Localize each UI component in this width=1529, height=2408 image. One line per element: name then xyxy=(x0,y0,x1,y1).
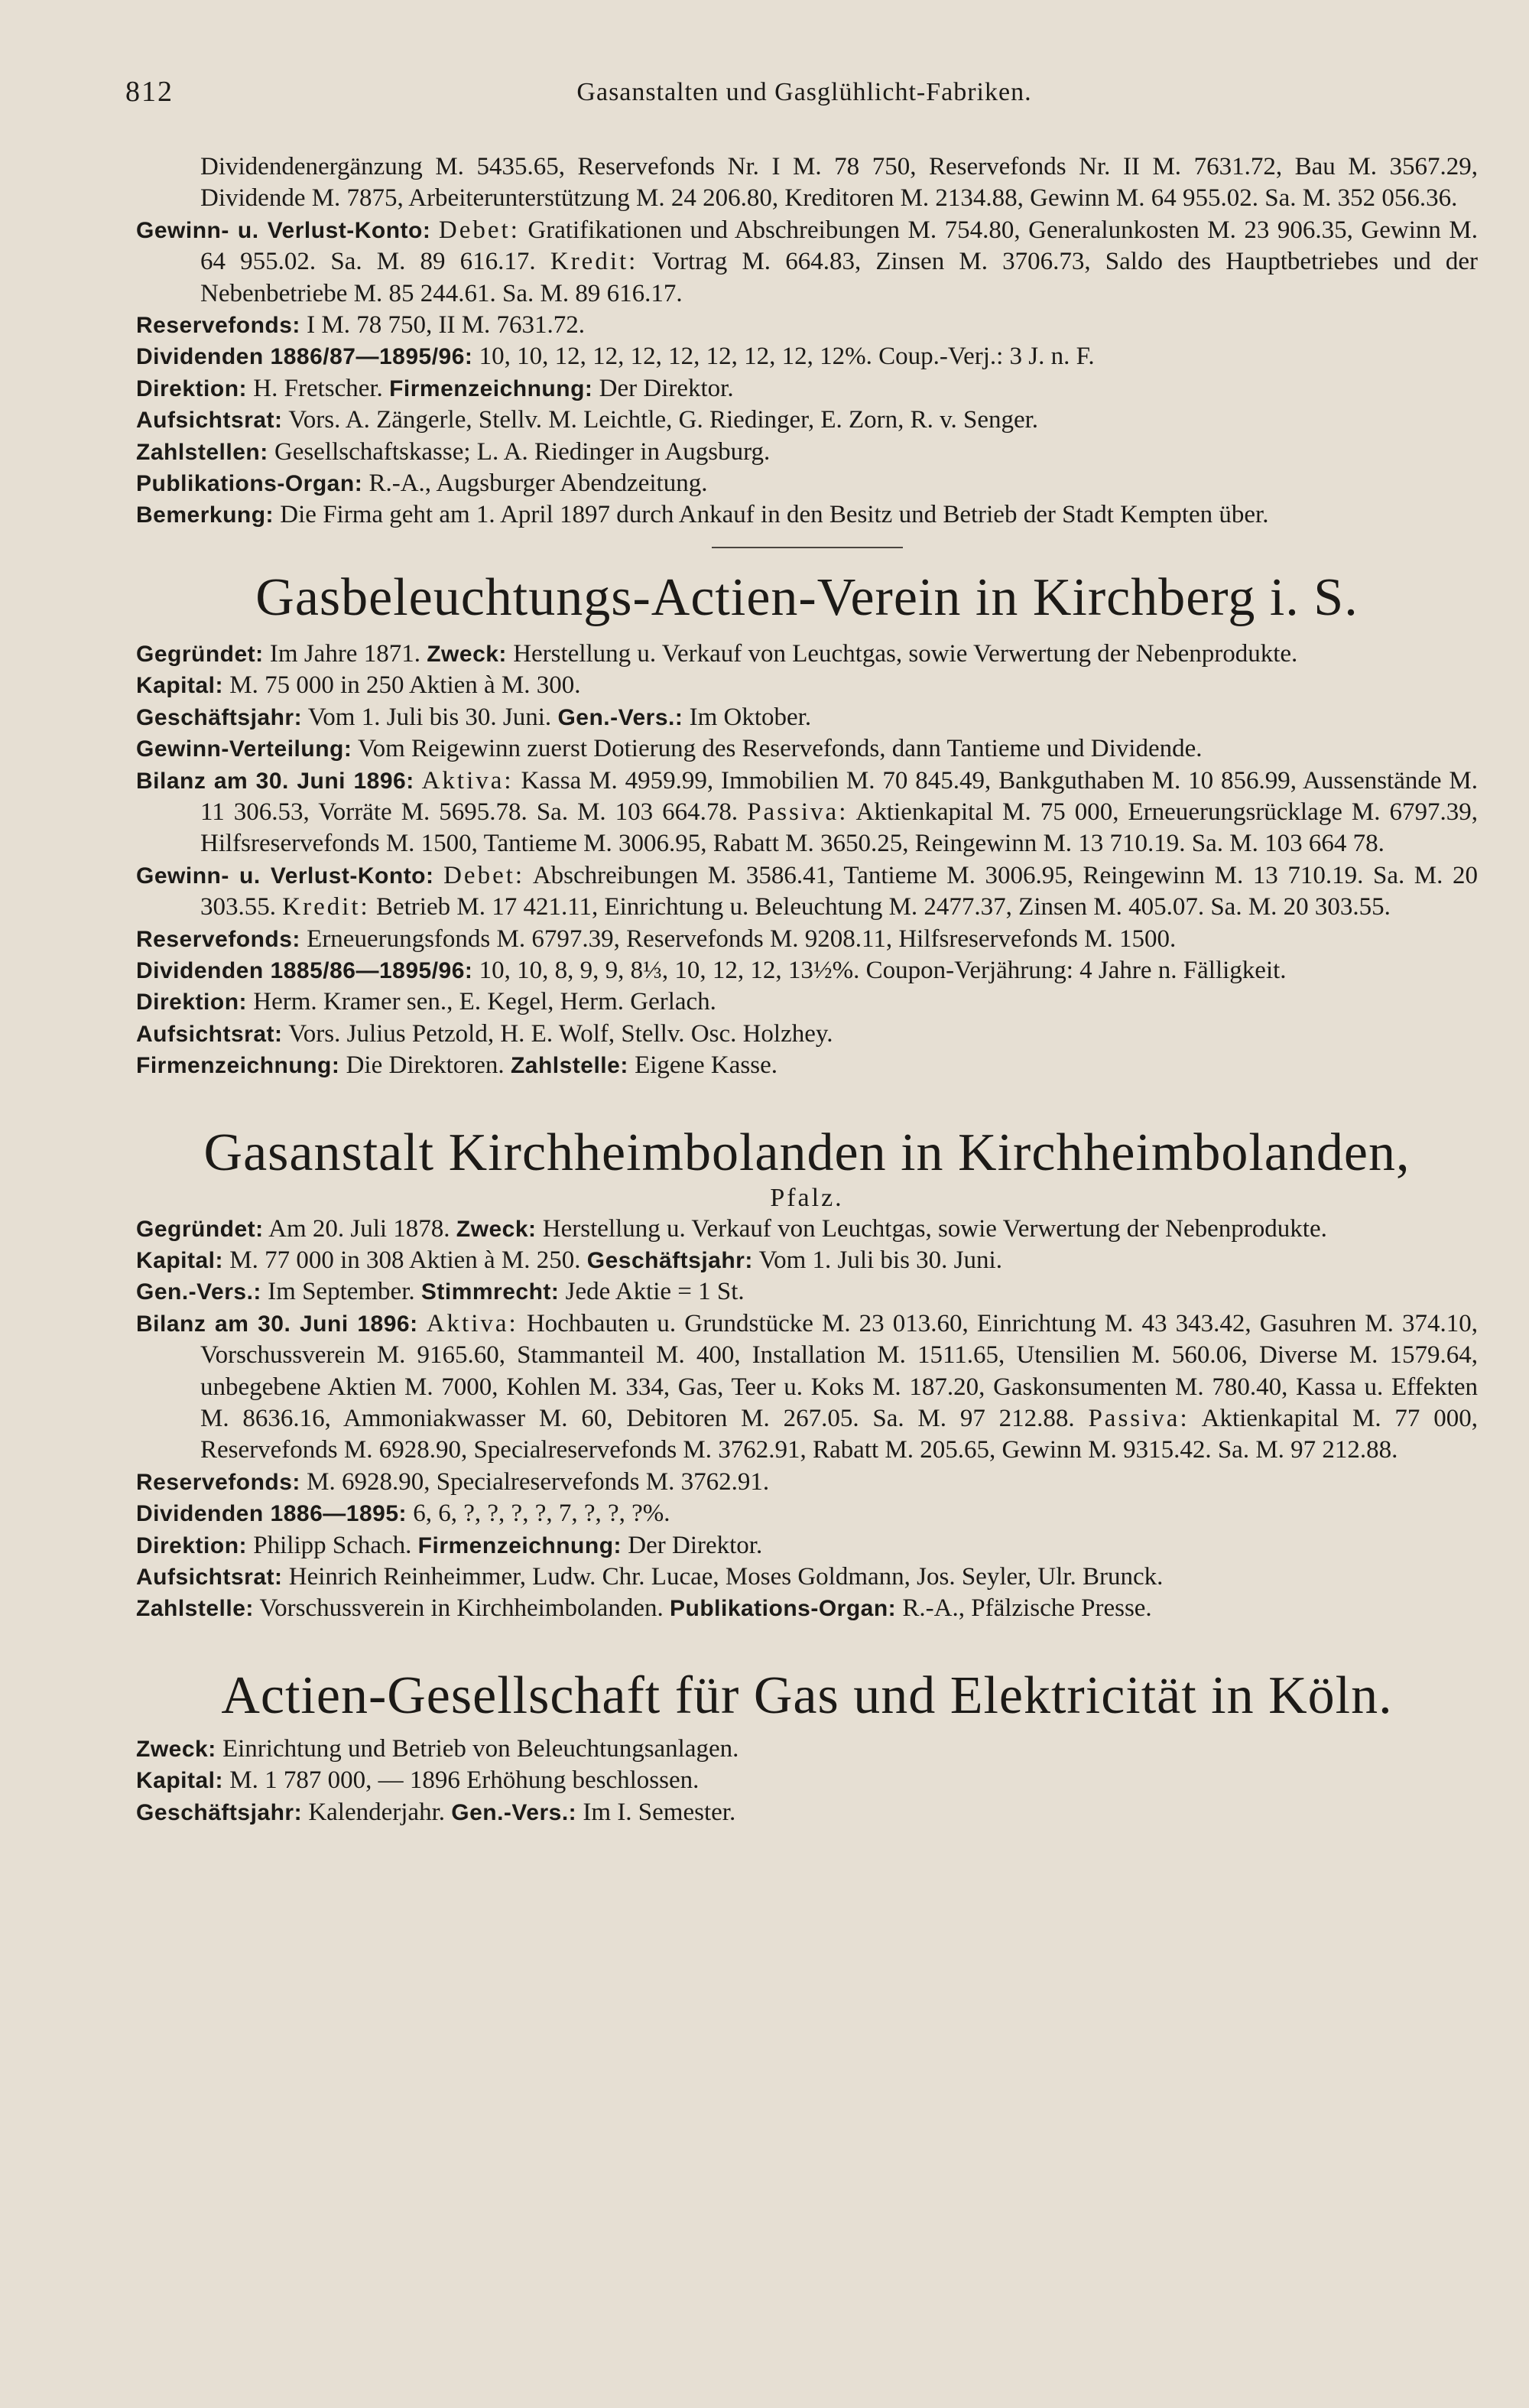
entry-firmenzeichnung: Firmenzeichnung: Die Direktoren. Zahlstelle: Eigene Kasse. xyxy=(136,1051,777,1080)
company-title-kirchheimbolanden: Gasanstalt Kirchheimbolanden in Kirchheimbolanden, xyxy=(203,1123,1411,1182)
entry-reservefonds: Reservefonds: I M. 78 750, II M. 7631.72. xyxy=(136,311,586,340)
company-title-koeln: Actien-Gesellschaft für Gas und Elektricität in Köln. xyxy=(221,1665,1393,1725)
page-number: 812 xyxy=(125,76,174,108)
entry-geschaeftsjahr: Geschäftsjahr: Kalenderjahr. Gen.-Vers.: Im I. Semester. xyxy=(136,1798,736,1826)
entry-kapital: Kapital: M. 75 000 in 250 Aktien à M. 300. xyxy=(136,671,581,700)
entry-reservefonds: Reservefonds: M. 6928.90, Specialreservefonds M. 3762.91. xyxy=(136,1467,770,1496)
entry-direktion: Direktion: Philipp Schach. Firmenzeichnung: Der Direktor. xyxy=(136,1531,763,1559)
entry-direktion: Direktion: Herm. Kramer sen., E. Kegel, Herm. Gerlach. xyxy=(136,988,716,1016)
entry-aufsichtsrat: Aufsichtsrat: Vors. A. Zängerle, Stellv. M. Leichtle, G. Riedinger, E. Zorn, R. v. Senger. xyxy=(136,406,1039,434)
entry-gen-vers: Gen.-Vers.: Im September. Stimmrecht: Jede Aktie = 1 St. xyxy=(136,1278,745,1306)
entry-geschaeftsjahr: Geschäftsjahr: Vom 1. Juli bis 30. Juni. Gen.-Vers.: Im Oktober. xyxy=(136,703,812,731)
entry-zweck: Zweck: Einrichtung und Betrieb von Beleuchtungsanlagen. xyxy=(136,1734,739,1763)
entry-bilanz: Bilanz am 30. Juni 1896: Aktiva: Kassa M. 4959.99, Immobilien M. 70 845.49, Bankguthaben M. 10 856.99, Aussenstände M. 11 306.53, Vorräte M. 5695.78. Sa. M. 103 664.78. Passiva: Aktienkapital M. 75 000, Erneuerungsrücklage M. 6797.39, Hilfsreservefonds M. 1500, Tantieme M. 3006.95, Rabatt M. 3650.25, Reingewinn M. 13 710.19. Sa. M. 103 664 78. xyxy=(136,766,1478,858)
entry-dividenden: Dividenden 1886—1895: 6, 6, ?, ?, ?, ?, 7, ?, ?, ?%. xyxy=(136,1500,670,1528)
company-title-kirchberg: Gasbeleuchtungs-Actien-Verein in Kirchberg i. S. xyxy=(255,567,1359,627)
entry-kapital: Kapital: M. 1 787 000, — 1896 Erhöhung beschlossen. xyxy=(136,1766,700,1795)
entry-reservefonds: Reservefonds: Erneuerungsfonds M. 6797.39, Reservefonds M. 9208.11, Hilfsreservefonds M. 1500. xyxy=(136,925,1177,953)
entry-aufsichtsrat: Aufsichtsrat: Vors. Julius Petzold, H. E. Wolf, Stellv. Osc. Holzhey. xyxy=(136,1019,833,1048)
entry-publikations-organ: Publikations-Organ: R.-A., Augsburger Abendzeitung. xyxy=(136,470,708,498)
entry-zahlstellen: Zahlstellen: Gesellschaftskasse; L. A. Riedinger in Augsburg. xyxy=(136,437,771,466)
entry-aufsichtsrat: Aufsichtsrat: Heinrich Reinheimmer, Ludw. Chr. Lucae, Moses Goldmann, Jos. Seyler, Ulr. Brunck. xyxy=(136,1563,1164,1591)
entry-dividenden: Dividenden 1886/87—1895/96: 10, 10, 12, 12, 12, 12, 12, 12, 12, 12%. Coup.-Verj.: 3 J. n. F. xyxy=(136,343,1095,371)
entry-gewinn-verlust: Gewinn- u. Verlust-Konto: Debet: Abschreibungen M. 3586.41, Tantieme M. 3006.95, Reingewinn M. 13 710.19. Sa. M. 20 303.55. Kredit: Betrieb M. 17 421.11, Einrichtung u. Beleuchtung M. 2477.37, Zinsen M. 405.07. Sa. M. 20 303.55. xyxy=(136,861,1478,921)
entry-dividenden: Dividenden 1885/86—1895/96: 10, 10, 8, 9, 9, 8⅓, 10, 12, 12, 13½%. Coupon-Verjährung: 4 Jahre n. Fälligkeit. xyxy=(136,956,1287,984)
continuation-text: Dividendenergänzung M. 5435.65, Reservefonds Nr. I M. 78 750, Reservefonds Nr. II M. 7631.72, Bau M. 3567.29, Dividende M. 7875, Arbeiterunterstützung M. 24 206.80, Kreditoren M. 2134.88, Gewinn M. 64 955.02. Sa. M. 352 056.36. xyxy=(200,153,1478,213)
page-body xyxy=(136,151,1478,1828)
entry-gewinn-verteilung: Gewinn-Verteilung: Vom Reigewinn zuerst Dotierung des Reservefonds, dann Tantieme und Dividende. xyxy=(136,735,1203,763)
entry-zahlstelle: Zahlstelle: Vorschussverein in Kirchheimbolanden. Publikations-Organ: R.-A., Pfälzische Presse. xyxy=(136,1594,1152,1623)
entry-direktion: Direktion: H. Fretscher. Firmenzeichnung: Der Direktor. xyxy=(136,374,734,402)
entry-bilanz: Bilanz am 30. Juni 1896: Aktiva: Hochbauten u. Grundstücke M. 23 013.60, Einrichtung M. 43 343.42, Gasuhren M. 374.10, Vorschussverein M. 9165.60, Stammanteil M. 400, Installation M. 1511.65, Utensilien M. 560.06, Diverse M. 1579.64, unbegebene Aktien M. 7000, Kohlen M. 334, Gas, Teer u. Koks M. 187.20, Gaskonsumenten M. 780.40, Kassa u. Effekten M. 8636.16, Ammoniakwasser M. 60, Debitoren M. 267.05. Sa. M. 97 212.88. Passiva: Aktienkapital M. 77 000, Reservefonds M. 6928.90, Specialreservefonds M. 3762.91, Rabatt M. 205.65, Gewinn M. 9315.42. Sa. M. 97 212.88. xyxy=(136,1309,1479,1464)
entry-gegruendet: Gegründet: Am 20. Juli 1878. Zweck: Herstellung u. Verkauf von Leuchtgas, sowie Verwertung der Nebenprodukte. xyxy=(136,1214,1327,1243)
entry-kapital: Kapital: M. 77 000 in 308 Aktien à M. 250. Geschäftsjahr: Vom 1. Juli bis 30. Juni. xyxy=(136,1246,1002,1274)
running-title: Gasanstalten und Gasglühlicht-Fabriken. xyxy=(576,78,1032,106)
company-subtitle: Pfalz. xyxy=(770,1183,844,1212)
entry-gewinn-verlust: Gewinn- u. Verlust-Konto: Debet: Gratifikationen und Abschreibungen M. 754.80, Generalunkosten M. 23 906.35, Gewinn M. 64 955.02. Sa. M. 89 616.17. Kredit: Vortrag M. 664.83, Zinsen M. 3706.73, Saldo des Hauptbetriebes und der Nebenbetriebe M. 85 244.61. Sa. M. 89 616.17. xyxy=(136,216,1479,307)
entry-gegruendet: Gegründet: Im Jahre 1871. Zweck: Herstellung u. Verkauf von Leuchtgas, sowie Verwertung der Nebenprodukte. xyxy=(136,639,1298,668)
entry-bemerkung: Bemerkung: Die Firma geht am 1. April 1897 durch Ankauf in den Besitz und Betrieb der Stadt Kempten über. xyxy=(136,501,1269,529)
page-header xyxy=(125,75,1483,121)
section-divider xyxy=(712,547,903,548)
